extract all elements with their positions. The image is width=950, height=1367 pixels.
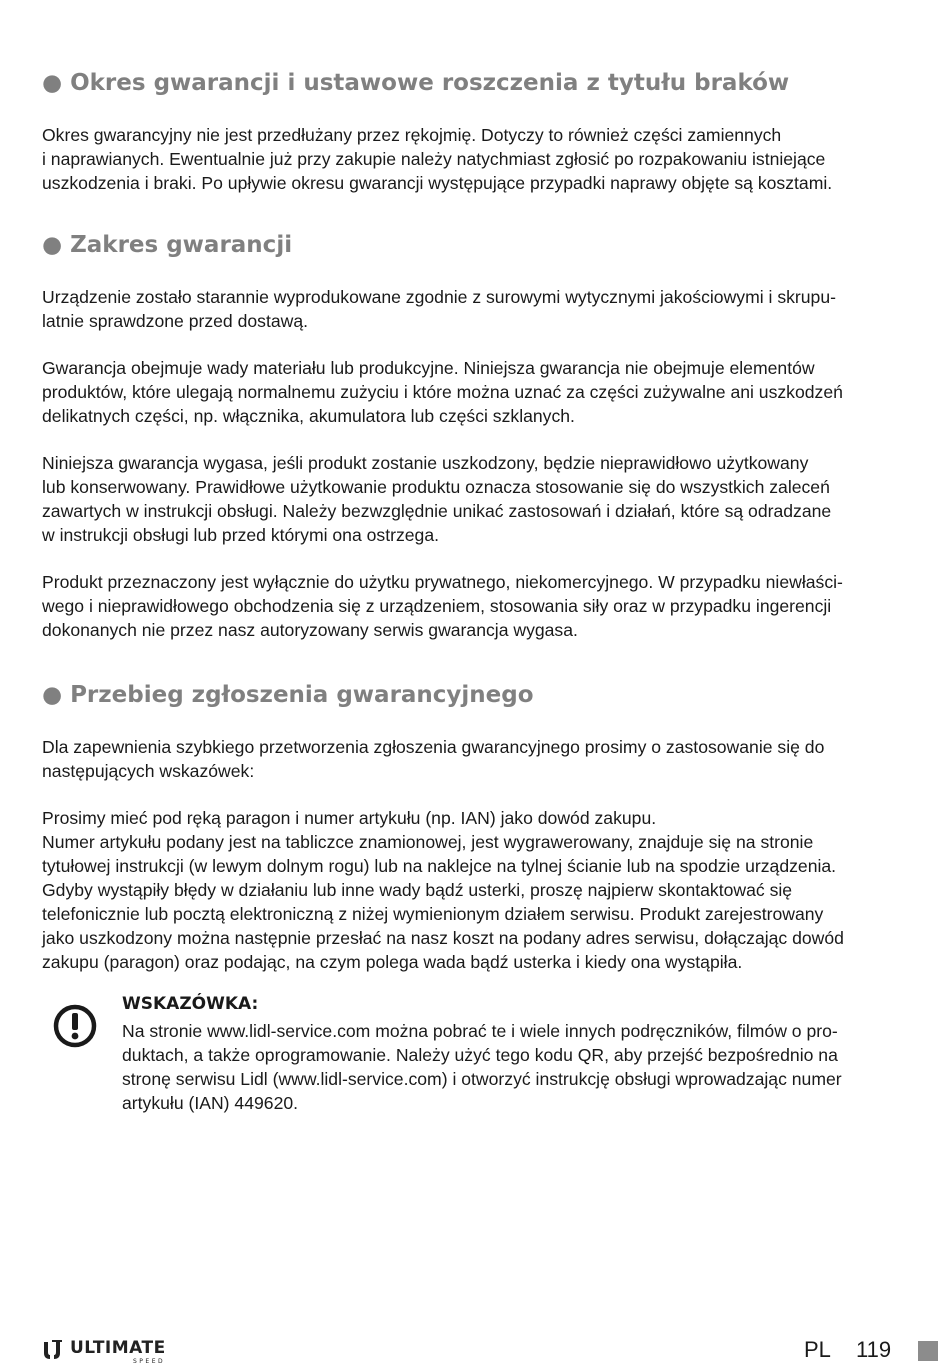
text-line: Okres gwarancyjny nie jest przedłużany przez rękojmię. Dotyczy to również części zamiennych: [42, 125, 782, 145]
hint-paragraph: [122, 1019, 908, 1115]
section-heading-warranty-claim-process: [42, 682, 534, 708]
text-line: Urządzenie zostało starannie wyprodukowane zgodnie z surowymi wytycznymi jakościowymi i skrupu-: [42, 287, 836, 307]
page-marker: [918, 1341, 938, 1361]
text-line: Gwarancja obejmuje wady materiału lub produkcyjne. Niniejsza gwarancja nie obejmuje elementów: [42, 358, 815, 378]
paragraph: [42, 123, 908, 195]
text-line: Numer artykułu podany jest na tabliczce znamionowej, jest wygrawerowany, znajduje się na stronie: [42, 832, 814, 852]
text-line: artykułu (IAN) 449620.: [122, 1093, 299, 1113]
text-line: następujących wskazówek:: [42, 761, 255, 781]
text-line: wego i nieprawidłowego obchodzenia się z urządzeniem, stosowania siły oraz w przypadku ingerencji: [42, 596, 832, 616]
text-line: zakupu (paragon) oraz podając, na czym polega wada bądź usterka i kiedy ona wystąpiła.: [42, 952, 743, 972]
language-code: PL: [804, 1337, 831, 1362]
paragraph: [42, 285, 908, 333]
bullet-icon: ●: [42, 70, 63, 96]
ultimate-logo-icon: [42, 1339, 64, 1361]
text-line: w instrukcji obsługi lub przed którymi ona ostrzega.: [42, 525, 440, 545]
heading-text: Zakres gwarancji: [70, 232, 293, 258]
exclamation-circle-icon: [52, 1003, 98, 1049]
brand-logo: [42, 1337, 172, 1365]
text-line: dokonanych nie przez nasz autoryzowany serwis gwarancja wygasa.: [42, 620, 578, 640]
brand-subtitle: SPEED: [133, 1358, 166, 1365]
text-line: latnie sprawdzone przed dostawą.: [42, 311, 309, 331]
text-line: lub konserwowany. Prawidłowe użytkowanie produktu oznacza stosowanie się do wszystkich zaleceń: [42, 477, 830, 497]
paragraph: [42, 451, 908, 547]
hint-title: WSKAZÓWKA:: [122, 994, 259, 1014]
paragraph: [42, 806, 908, 974]
text-line: Na stronie www.lidl-service.com można pobrać te i wiele innych podręczników, filmów o pro-: [122, 1021, 838, 1041]
text-line: uszkodzenia i braki. Po upływie okresu gwarancji występujące przypadki naprawy objęte są kosztami.: [42, 173, 833, 193]
text-line: tytułowej instrukcji (w lewym dolnym rogu) lub na naklejce na tylnej ścianie lub na spodzie urządzenia.: [42, 856, 837, 876]
text-line: Gdyby wystąpiły błędy w działaniu lub inne wady bądź usterki, proszę najpierw skontaktować się: [42, 880, 793, 900]
section-heading-warranty-period: [42, 70, 789, 96]
text-line: Produkt przeznaczony jest wyłącznie do użytku prywatnego, niekomercyjnego. W przypadku niewłaści-: [42, 572, 843, 592]
text-line: jako uszkodzony można następnie przesłać na nasz koszt na podany adres serwisu, dołączając dowód: [42, 928, 844, 948]
heading-text: Okres gwarancji i ustawowe roszczenia z tytułu braków: [70, 70, 790, 96]
paragraph: [42, 570, 908, 642]
paragraph: [42, 356, 908, 428]
brand-name: ULTIMATE: [70, 1338, 166, 1358]
bullet-icon: ●: [42, 682, 63, 708]
page-number: 119: [856, 1337, 892, 1362]
paragraph: [42, 735, 908, 783]
text-line: i naprawianych. Ewentualnie już przy zakupie należy natychmiast zgłosić po rozpakowaniu istniejące: [42, 149, 826, 169]
text-line: duktach, a także oprogramowanie. Należy użyć tego kodu QR, aby przejść bezpośrednio na: [122, 1045, 838, 1065]
text-line: delikatnych części, np. włącznika, akumulatora lub części szklanych.: [42, 406, 575, 426]
text-line: Niniejsza gwarancja wygasa, jeśli produkt zostanie uszkodzony, będzie nieprawidłowo użytkowany: [42, 453, 809, 473]
text-line: stronę serwisu Lidl (www.lidl-service.com) i otworzyć instrukcję obsługi wprowadzając numer: [122, 1069, 842, 1089]
heading-text: Przebieg zgłoszenia gwarancyjnego: [70, 682, 534, 708]
bullet-icon: ●: [42, 232, 63, 258]
text-line: telefonicznie lub pocztą elektroniczną z niżej wymienionym działem serwisu. Produkt zarejestrowany: [42, 904, 824, 924]
text-line: Dla zapewnienia szybkiego przetworzenia zgłoszenia gwarancyjnego prosimy o zastosowanie się do: [42, 737, 825, 757]
text-line: produktów, które ulegają normalnemu zużyciu i które można uznać za części zużywalne ani uszkodzeń: [42, 382, 843, 402]
section-heading-warranty-scope: [42, 232, 292, 258]
text-line: Prosimy mieć pod ręką paragon i numer artykułu (np. IAN) jako dowód zakupu.: [42, 808, 657, 828]
text-line: zawartych w instrukcji obsługi. Należy bezwzględnie unikać zastosowań i działań, które są odradzane: [42, 501, 832, 521]
